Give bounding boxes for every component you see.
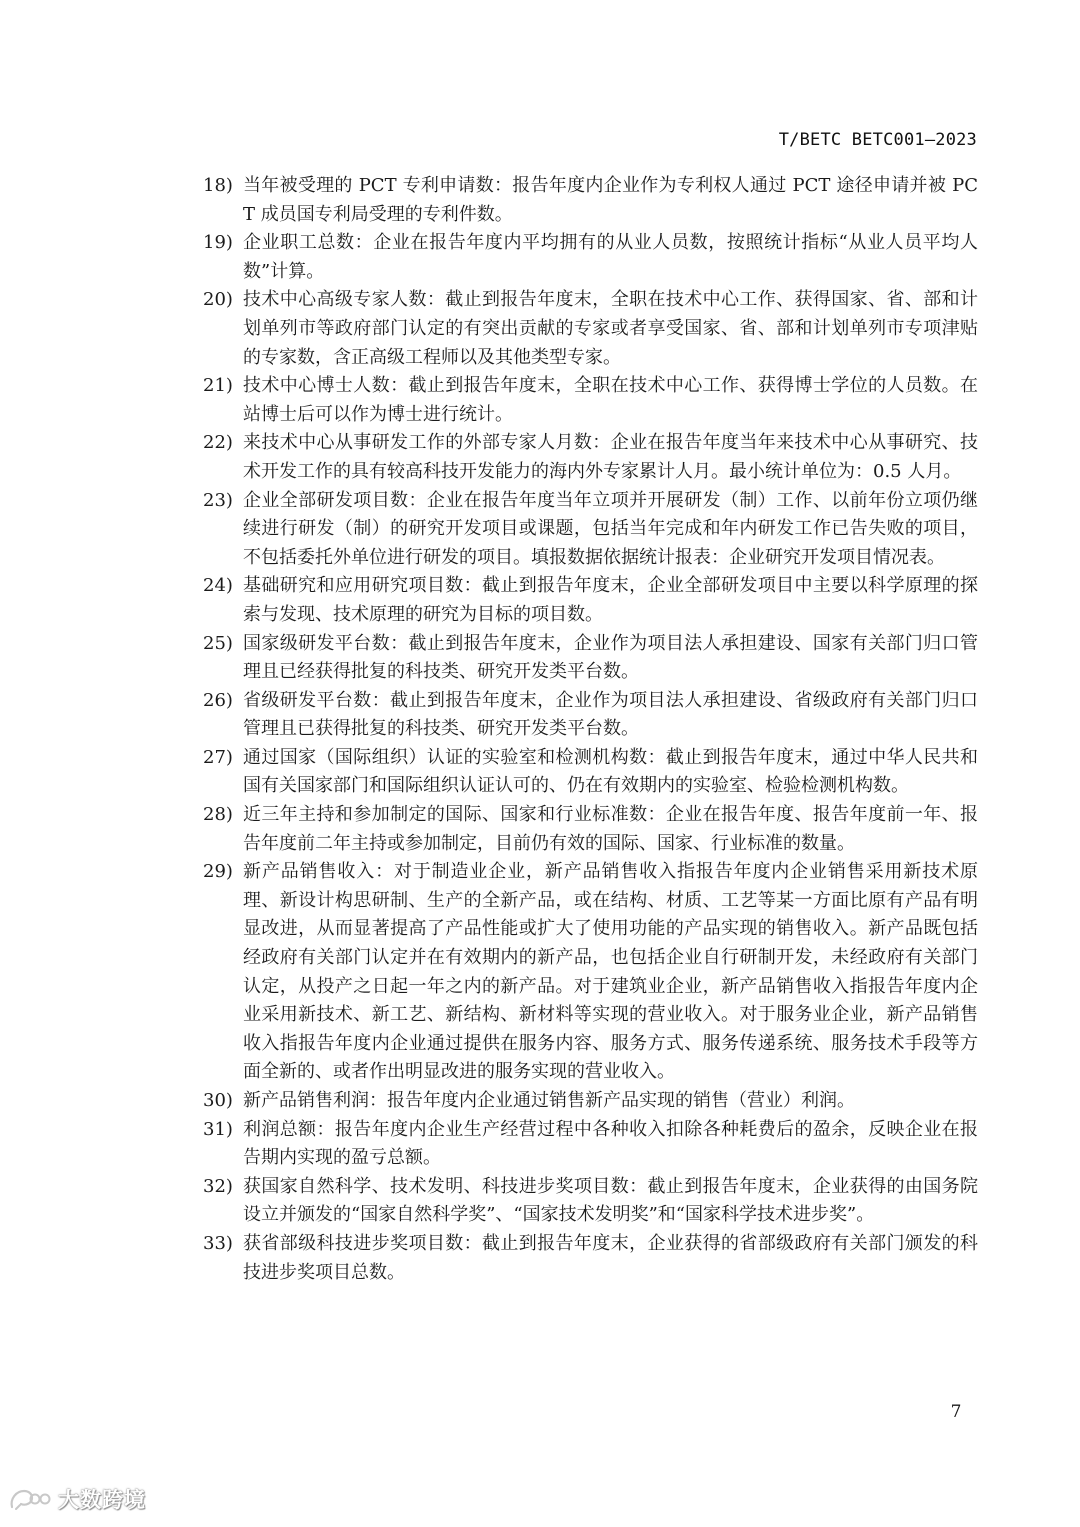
- item-text: 技术中心高级专家人数：截止到报告年度末，全职在技术中心工作、获得国家、省、部和计划单列市等政府部门认定的有突出贡献的专家或者享受国家、省、部和计划单列市专项津贴的专家数，含正高级工程师以及其他类型专家。: [243, 289, 978, 368]
- item-text: 新产品销售利润：报告年度内企业通过销售新产品实现的销售（营业）利润。: [243, 1090, 855, 1111]
- list-item: [0, 858, 978, 1087]
- item-text: 国家级研发平台数：截止到报告年度末，企业作为项目法人承担建设、国家有关部门归口管理且已经获得批复的科技类、研究开发类平台数。: [243, 632, 978, 683]
- item-number: 22): [203, 432, 233, 454]
- item-number: 21): [203, 375, 233, 397]
- list-item: [0, 286, 978, 372]
- list-item: [0, 172, 978, 229]
- list-item: [0, 572, 978, 629]
- item-number: 28): [203, 804, 233, 826]
- item-text: 近三年主持和参加制定的国际、国家和行业标准数：企业在报告年度、报告年度前一年、报告年度前二年主持或参加制定，目前仍有效的国际、国家、行业标准的数量。: [243, 804, 978, 854]
- list-item: [0, 429, 978, 486]
- watermark: [8, 1484, 146, 1514]
- item-number: 31): [203, 1118, 233, 1140]
- item-text: 利润总额：报告年度内企业生产经营过程中各种收入扣除各种耗费后的盈余，反映企业在报告期内实现的盈亏总额。: [243, 1118, 978, 1169]
- item-number: 23): [203, 489, 233, 511]
- item-text: 新产品销售收入：对于制造业企业，新产品销售收入指报告年度内企业销售采用新技术原理、新设计构思研制、生产的全新产品，或在结构、材质、工艺等某一方面比原有产品有明显改进，从而显著提高了产品性能或扩大了使用功能的产品实现的销售收入。新产品既包括经政府有关部门认定并在有效期内的新产品，也包括企业自行研制开发，未经政府有关部门认定，从投产之日起一年之内的新产品。对于建筑业企业，新产品销售收入指报告年度内企业采用新技术、新工艺、新结构、新材料等实现的营业收入。对于服务业企业，新产品销售收入指报告年度内企业通过提供在服务内容、服务方式、服务传递系统、服务技术手段等方面全新的、或者作出明显改进的服务实现的营业收入。: [243, 861, 978, 1083]
- list-item: [0, 1173, 978, 1230]
- item-number: 18): [203, 175, 233, 196]
- item-number: 19): [203, 232, 233, 254]
- item-text: 省级研发平台数：截止到报告年度末，企业作为项目法人承担建设、省级政府有关部门归口管理且已获得批复的科技类、研究开发类平台数。: [243, 689, 978, 740]
- item-text: 企业职工总数：企业在报告年度内平均拥有的从业人员数，按照统计指标“从业人员平均人数”计算。: [243, 232, 978, 282]
- item-number: 32): [203, 1175, 233, 1197]
- item-number: 25): [203, 632, 233, 654]
- list-item: [0, 229, 978, 286]
- page-number: 7: [950, 1402, 962, 1422]
- item-number: 29): [203, 861, 233, 883]
- list-item: [0, 487, 978, 573]
- item-text: 企业全部研发项目数：企业在报告年度当年立项并开展研发（制）工作、以前年份立项仍继续进行研发（制）的研究开发项目或课题，包括当年完成和年内研发工作已告失败的项目，不包括委托外单位进行研发的项目。填报数据依据统计报表：企业研究开发项目情况表。: [243, 489, 978, 568]
- list-item: [0, 1087, 978, 1116]
- item-number: 20): [203, 289, 233, 311]
- item-number: 24): [203, 575, 233, 597]
- item-number: 26): [203, 689, 233, 711]
- item-text: 当年被受理的 PCT 专利申请数：报告年度内企业作为专利权人通过 PCT 途径申请并被 PCT 成员国专利局受理的专利件数。: [243, 175, 978, 225]
- item-number: 27): [203, 746, 233, 768]
- list-item: [0, 1116, 978, 1173]
- list-item: [0, 801, 978, 858]
- item-number: 33): [203, 1232, 233, 1254]
- item-text: 通过国家（国际组织）认证的实验室和检测机构数：截止到报告年度末，通过中华人民共和国有关国家部门和国际组织认证认可的、仍在有效期内的实验室、检验检测机构数。: [243, 746, 978, 797]
- item-number: 30): [203, 1090, 233, 1111]
- document-code: T/BETC BETC001—2023: [778, 130, 977, 150]
- list-item: [0, 630, 978, 687]
- item-text: 获国家自然科学、技术发明、科技进步奖项目数：截止到报告年度末，企业获得的由国务院设立并颁发的“国家自然科学奖”、“国家技术发明奖”和“国家科学技术进步奖”。: [243, 1175, 978, 1226]
- list-item: [0, 1230, 978, 1287]
- item-text: 来技术中心从事研发工作的外部专家人月数：企业在报告年度当年来技术中心从事研究、技术开发工作的具有较高科技开发能力的海内外专家累计人月。最小统计单位为：0.5 人月。: [243, 432, 978, 482]
- watermark-text: 大数跨境: [58, 1488, 146, 1512]
- item-text: 基础研究和应用研究项目数：截止到报告年度末，企业全部研发项目中主要以科学原理的探索与发现、技术原理的研究为目标的项目数。: [243, 575, 978, 625]
- item-text: 技术中心博士人数：截止到报告年度末，全职在技术中心工作、获得博士学位的人员数。在站博士后可以作为博士进行统计。: [243, 375, 978, 425]
- list-item: [0, 372, 978, 429]
- list-item: [0, 744, 978, 801]
- watermark-logo-icon: [8, 1485, 52, 1513]
- item-text: 获省部级科技进步奖项目数：截止到报告年度末，企业获得的省部级政府有关部门颁发的科技进步奖项目总数。: [243, 1232, 978, 1283]
- list-item: [0, 687, 978, 744]
- definition-list: [0, 172, 1080, 1287]
